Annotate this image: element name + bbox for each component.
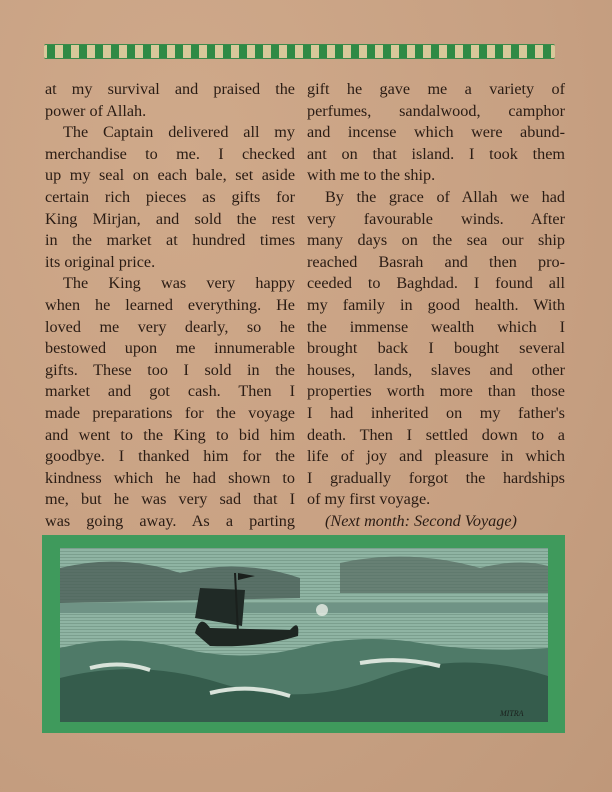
text-line: I had inherited on my father's — [307, 403, 565, 422]
text-line: merchandise to me. I checked — [45, 144, 295, 163]
text-line: gifts. These too I sold in the — [45, 360, 295, 379]
artist-signature: MITRA — [500, 709, 524, 718]
text-line: when he learned everything. He — [45, 295, 295, 314]
text-line: ant on that island. I took them — [307, 144, 565, 163]
illustration-frame — [42, 535, 565, 733]
left-column — [45, 79, 295, 532]
ship-illustration — [60, 548, 548, 722]
text-line: ceeded to Baghdad. I found all — [307, 274, 565, 293]
decorative-border — [44, 44, 555, 59]
text-line: By the grace of Allah we had — [325, 187, 565, 206]
text-line: loved me very dearly, so he — [45, 317, 295, 336]
text-line: houses, lands, slaves and other — [307, 360, 565, 379]
text-line: of my first voyage. — [307, 490, 431, 509]
text-line: and went to the King to bid him — [45, 425, 295, 444]
text-line: goodbye. I thanked him for the — [45, 447, 295, 466]
text-line: certain rich pieces as gifts for — [45, 187, 295, 206]
sea-ship-drawing — [60, 548, 548, 722]
text-line: my family in good health. With — [307, 295, 565, 314]
text-line: brought back I bought several — [307, 339, 565, 358]
text-line: properties worth more than those — [307, 382, 565, 401]
text-line: was going away. As a parting — [45, 511, 295, 530]
text-line: King Mirjan, and sold the rest — [45, 209, 295, 228]
text-line: I gradually forgot the hardships — [307, 468, 565, 487]
text-line: reached Basrah and then pro- — [307, 252, 565, 271]
text-line: up my seal on each bale, set aside — [45, 166, 295, 185]
text-line: perfumes, sandalwood, camphor — [307, 101, 565, 120]
text-line: in the market at hundred times — [45, 231, 295, 250]
text-line: and incense which were abund- — [307, 123, 565, 142]
text-line: The Captain delivered all my — [63, 123, 295, 142]
text-line: life of joy and pleasure in which — [307, 447, 565, 466]
text-line: death. Then I settled down to a — [307, 425, 565, 444]
text-line: me, but he was very sad that I — [45, 490, 295, 509]
text-line: the immense wealth which I — [307, 317, 565, 336]
text-line: power of Allah. — [45, 101, 147, 120]
text-line: many days on the sea our ship — [307, 231, 565, 250]
text-line: with me to the ship. — [307, 166, 436, 185]
right-column — [307, 79, 565, 532]
text-line: (Next month: Second Voyage) — [325, 511, 517, 530]
text-line: market and got cash. Then I — [45, 382, 295, 401]
text-line: gift he gave me a variety of — [307, 80, 565, 98]
text-line: bestowed upon me innumerable — [45, 339, 295, 358]
text-line: very favourable winds. After — [307, 209, 565, 228]
text-line: at my survival and praised the — [45, 80, 295, 98]
text-line: made preparations for the voyage — [45, 403, 295, 422]
text-line: The King was very happy — [63, 274, 295, 293]
text-line: kindness which he had shown to — [45, 468, 295, 487]
text-line: its original price. — [45, 252, 156, 271]
